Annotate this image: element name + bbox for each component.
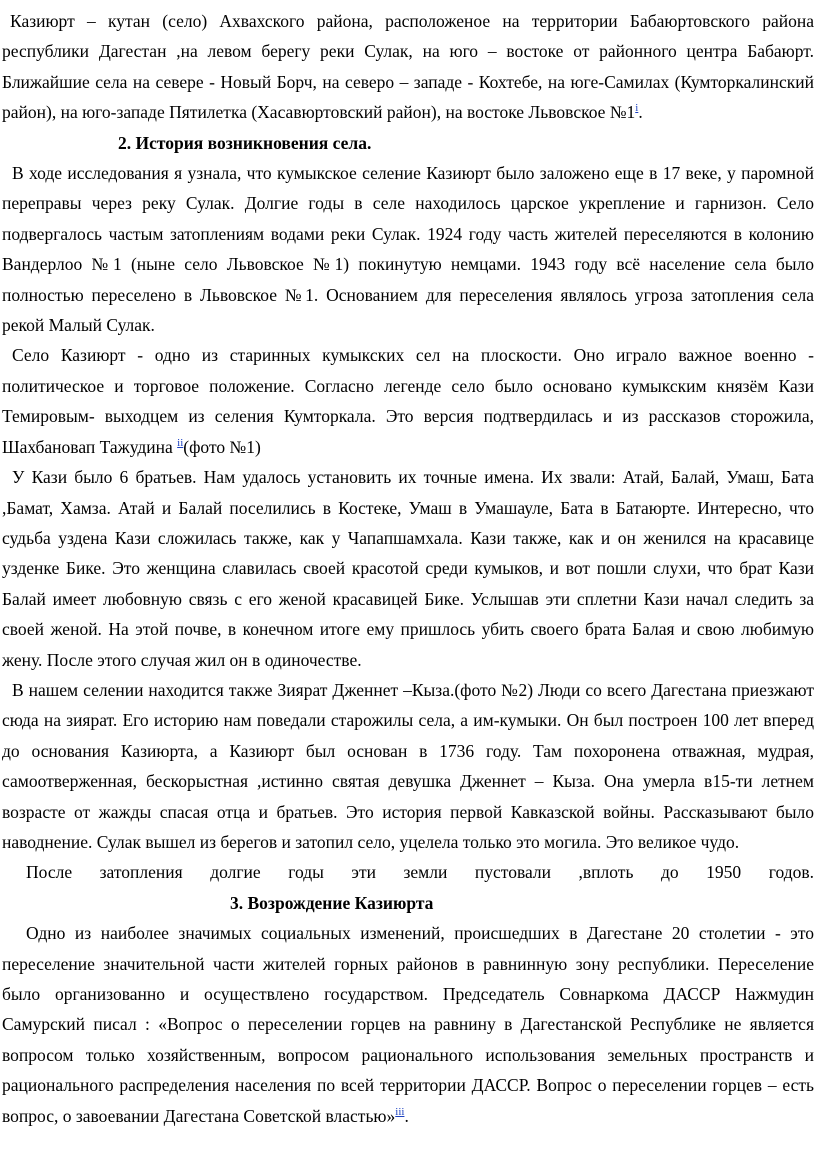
- paragraph-revival-end: .: [404, 1105, 409, 1126]
- heading-revival: 3. Возрождение Казиюрта: [230, 892, 434, 913]
- paragraph-history-2-text: Село Казиюрт - одно из старинных кумыкских сел на плоскости. Оно играло важное военно - политическое и торговое положение. Согласно легенде село было основано кумыкским князём Кази Темировым- выходцем из селения Кумторкала. Это версия подтвердилась и из рассказов сторожила, Шахбановап Тажудина: [2, 345, 814, 457]
- paragraph-history-2-end: (фото №1): [183, 436, 261, 457]
- paragraph-history-5: После затопления долгие годы эти земли пустовали ,вплоть до 1950 годов.: [26, 862, 814, 883]
- paragraph-location: [0, 6, 816, 128]
- paragraph-history-1: В ходе исследования я узнала, что кумыкское селение Казиюрт было заложено еще в 17 веке, у паромной переправы через реку Сулак. Долгие годы в селе находилось царское укрепление и гарнизон. Село подвергалось частым затоплениям водами реки Сулак. 1924 году часть жителей переселяются в колонию Вандерлоо №1 (ныне село Львовское №1) покинутую немцами. 1943 году всё население села было полностью переселено в Львовское №1. Основанием для переселения являлось угроза затопления села рекой Малый Сулак.: [2, 163, 814, 336]
- paragraph-revival-text: Одно из наиболее значимых социальных изменений, происшедших в Дагестане 20 столетии - это переселение значительной части жителей горных районов в равнинную зону республики. Переселение было организованно и осуществлено государством. Председатель Совнаркома ДАССР Нажмудин Самурский писал : «Вопрос о переселении горцев на равнину в Дагестанской Республике не является вопросом только хозяйственным, вопросом рационального использования земельных пространств и рационального распределения населения по всей территории ДАССР. Вопрос о переселении горцев – есть вопрос, о завоевании Дагестана Советской властью»: [2, 923, 814, 1126]
- paragraph-revival: [0, 918, 816, 1131]
- footnote-link-ii[interactable]: ii: [177, 436, 184, 449]
- footnote-link-iii[interactable]: iii: [395, 1105, 405, 1118]
- heading-history: 2. История возникновения села.: [118, 132, 372, 153]
- paragraph-location-text: Казиюрт – кутан (село) Ахвахского района, расположеное на территории Бабаюртовского района республики Дагестан ,на левом берегу реки Сулак, на юго – востоке от районного центра Бабаюрт. Ближайшие села на севере - Новый Борч, на северо – западе - Кохтебе, на юге-Самилах (Кумторкалинский район), на юго-западе Пятилетка (Хасавюртовский район), на востоке Львовское №1: [2, 11, 814, 123]
- paragraph-history-2: [0, 340, 816, 462]
- paragraph-history-3: У Кази было 6 братьев. Нам удалось установить их точные имена. Их звали: Атай, Балай, Умаш, Бата ,Бамат, Хамза. Атай и Балай поселились в Костеке, Умаш в Умашауле, Бата в Батаюрте. Интересно, что судьба уздена Кази сложилась также, как у Чапапшамхала. Кази также, как и он женился на красавице узденке Бике. Это женщина славилась своей красотой среди кумыков, и вот пошли слухи, что брат Кази Балай имеет любовную связь с его женой красавицей Бике. Услышав эти сплетни Кази начал следить за своей женой. На этой почве, в конечном итоге ему пришлось убить своего брата Балая и свою любимую жену. После этого случая жил он в одиночестве.: [2, 467, 814, 670]
- footnote-link-i[interactable]: i: [635, 102, 639, 115]
- paragraph-location-end: .: [638, 102, 643, 123]
- paragraph-history-4: В нашем селении находится также Зиярат Дженнет –Кыза.(фото №2) Люди со всего Дагестана приезжают сюда на зиярат. Его историю нам поведали старожилы села, а им-кумыки. Он был построен 100 лет вперед до основания Казиюрта, а Казиюрт был основан в 1736 году. Там похоронена отважная, мудрая, самоотверженная, бескорыстная ,истинно святая девушка Дженнет – Кыза. Она умерла в15-ти летнем возрасте от жажды спасая отца и братьев. Это история первой Кавказской войны. Рассказывают было наводнение. Сулак вышел из берегов и затопил село, уцелела только это могила. Это великое чудо.: [2, 679, 814, 852]
